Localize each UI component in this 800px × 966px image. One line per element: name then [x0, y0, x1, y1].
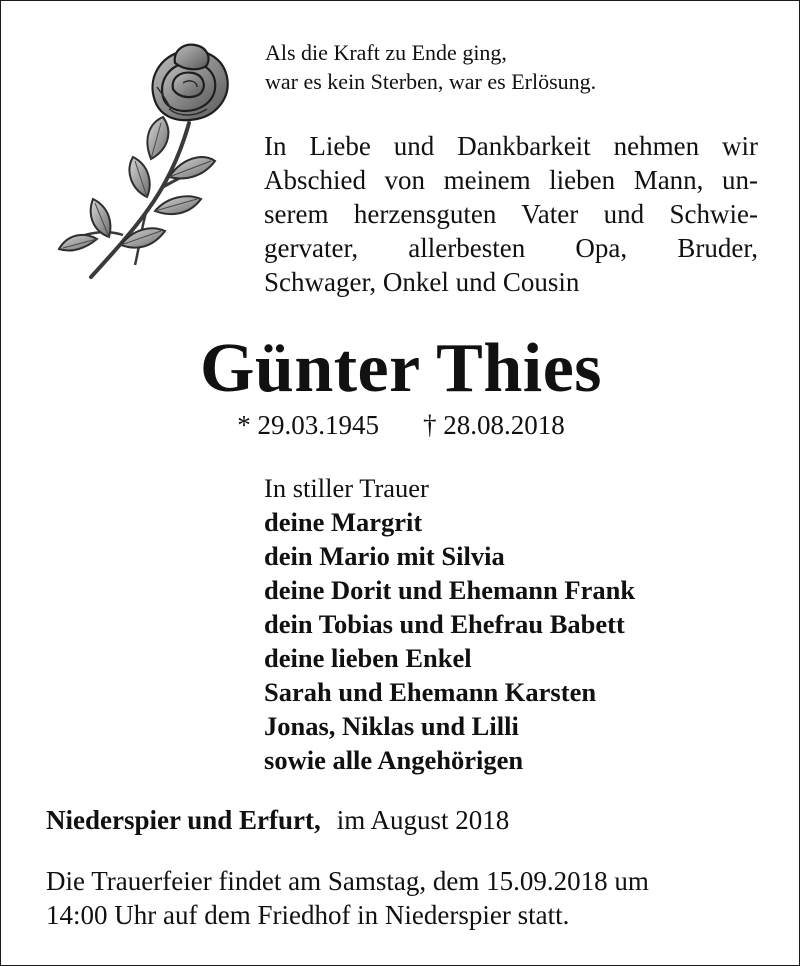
deceased-name: Günter Thies — [199, 330, 603, 407]
intro-text — [264, 129, 758, 299]
mourner-entry: sowie alle Angehörigen — [264, 745, 524, 775]
ceremony-line: 14:00 Uhr auf dem Friedhof in Niederspier statt. — [46, 900, 570, 930]
birth-date: * 29.03.1945 — [237, 410, 379, 440]
place-and-date — [46, 803, 509, 837]
intro-line: Schwager, Onkel und Cousin — [264, 267, 580, 297]
mourner-entry: Jonas, Niklas und Lilli — [264, 711, 519, 741]
intro-line: serem herzensguten Vater und Schwie- — [264, 199, 758, 229]
intro-line: Abschied von meinem lieben Mann, un- — [264, 165, 758, 195]
place-name: Niederspier und Erfurt, — [46, 805, 321, 835]
intro-line: In Liebe und Dankbarkeit nehmen wir — [264, 131, 758, 161]
intro-line: gervater, allerbesten Opa, Bruder, — [264, 233, 758, 263]
ceremony-line: Die Trauerfeier findet am Samstag, dem 15.09.2018 um — [46, 866, 649, 896]
rose-icon — [51, 39, 251, 289]
mourner-entry: deine Dorit und Ehemann Frank — [264, 575, 636, 605]
life-dates — [1, 408, 800, 442]
notice-month: im August 2018 — [336, 805, 510, 835]
death-date: † 28.08.2018 — [423, 410, 565, 440]
verse-line: war es kein Sterben, war es Erlösung. — [265, 69, 597, 94]
mourner-entry: Sarah und Ehemann Karsten — [264, 677, 597, 707]
verse-line: Als die Kraft zu Ende ging, — [265, 40, 507, 65]
mourner-entry: deine Margrit — [264, 507, 423, 537]
mourner-entry: dein Tobias und Ehefrau Babett — [264, 609, 625, 639]
mourners-intro: In stiller Trauer — [264, 473, 429, 503]
mourner-entry: deine lieben Enkel — [264, 643, 472, 673]
mourner-entry: dein Mario mit Silvia — [264, 541, 505, 571]
ceremony-info — [46, 864, 766, 932]
verse — [265, 38, 596, 96]
mourners-list — [264, 471, 635, 777]
